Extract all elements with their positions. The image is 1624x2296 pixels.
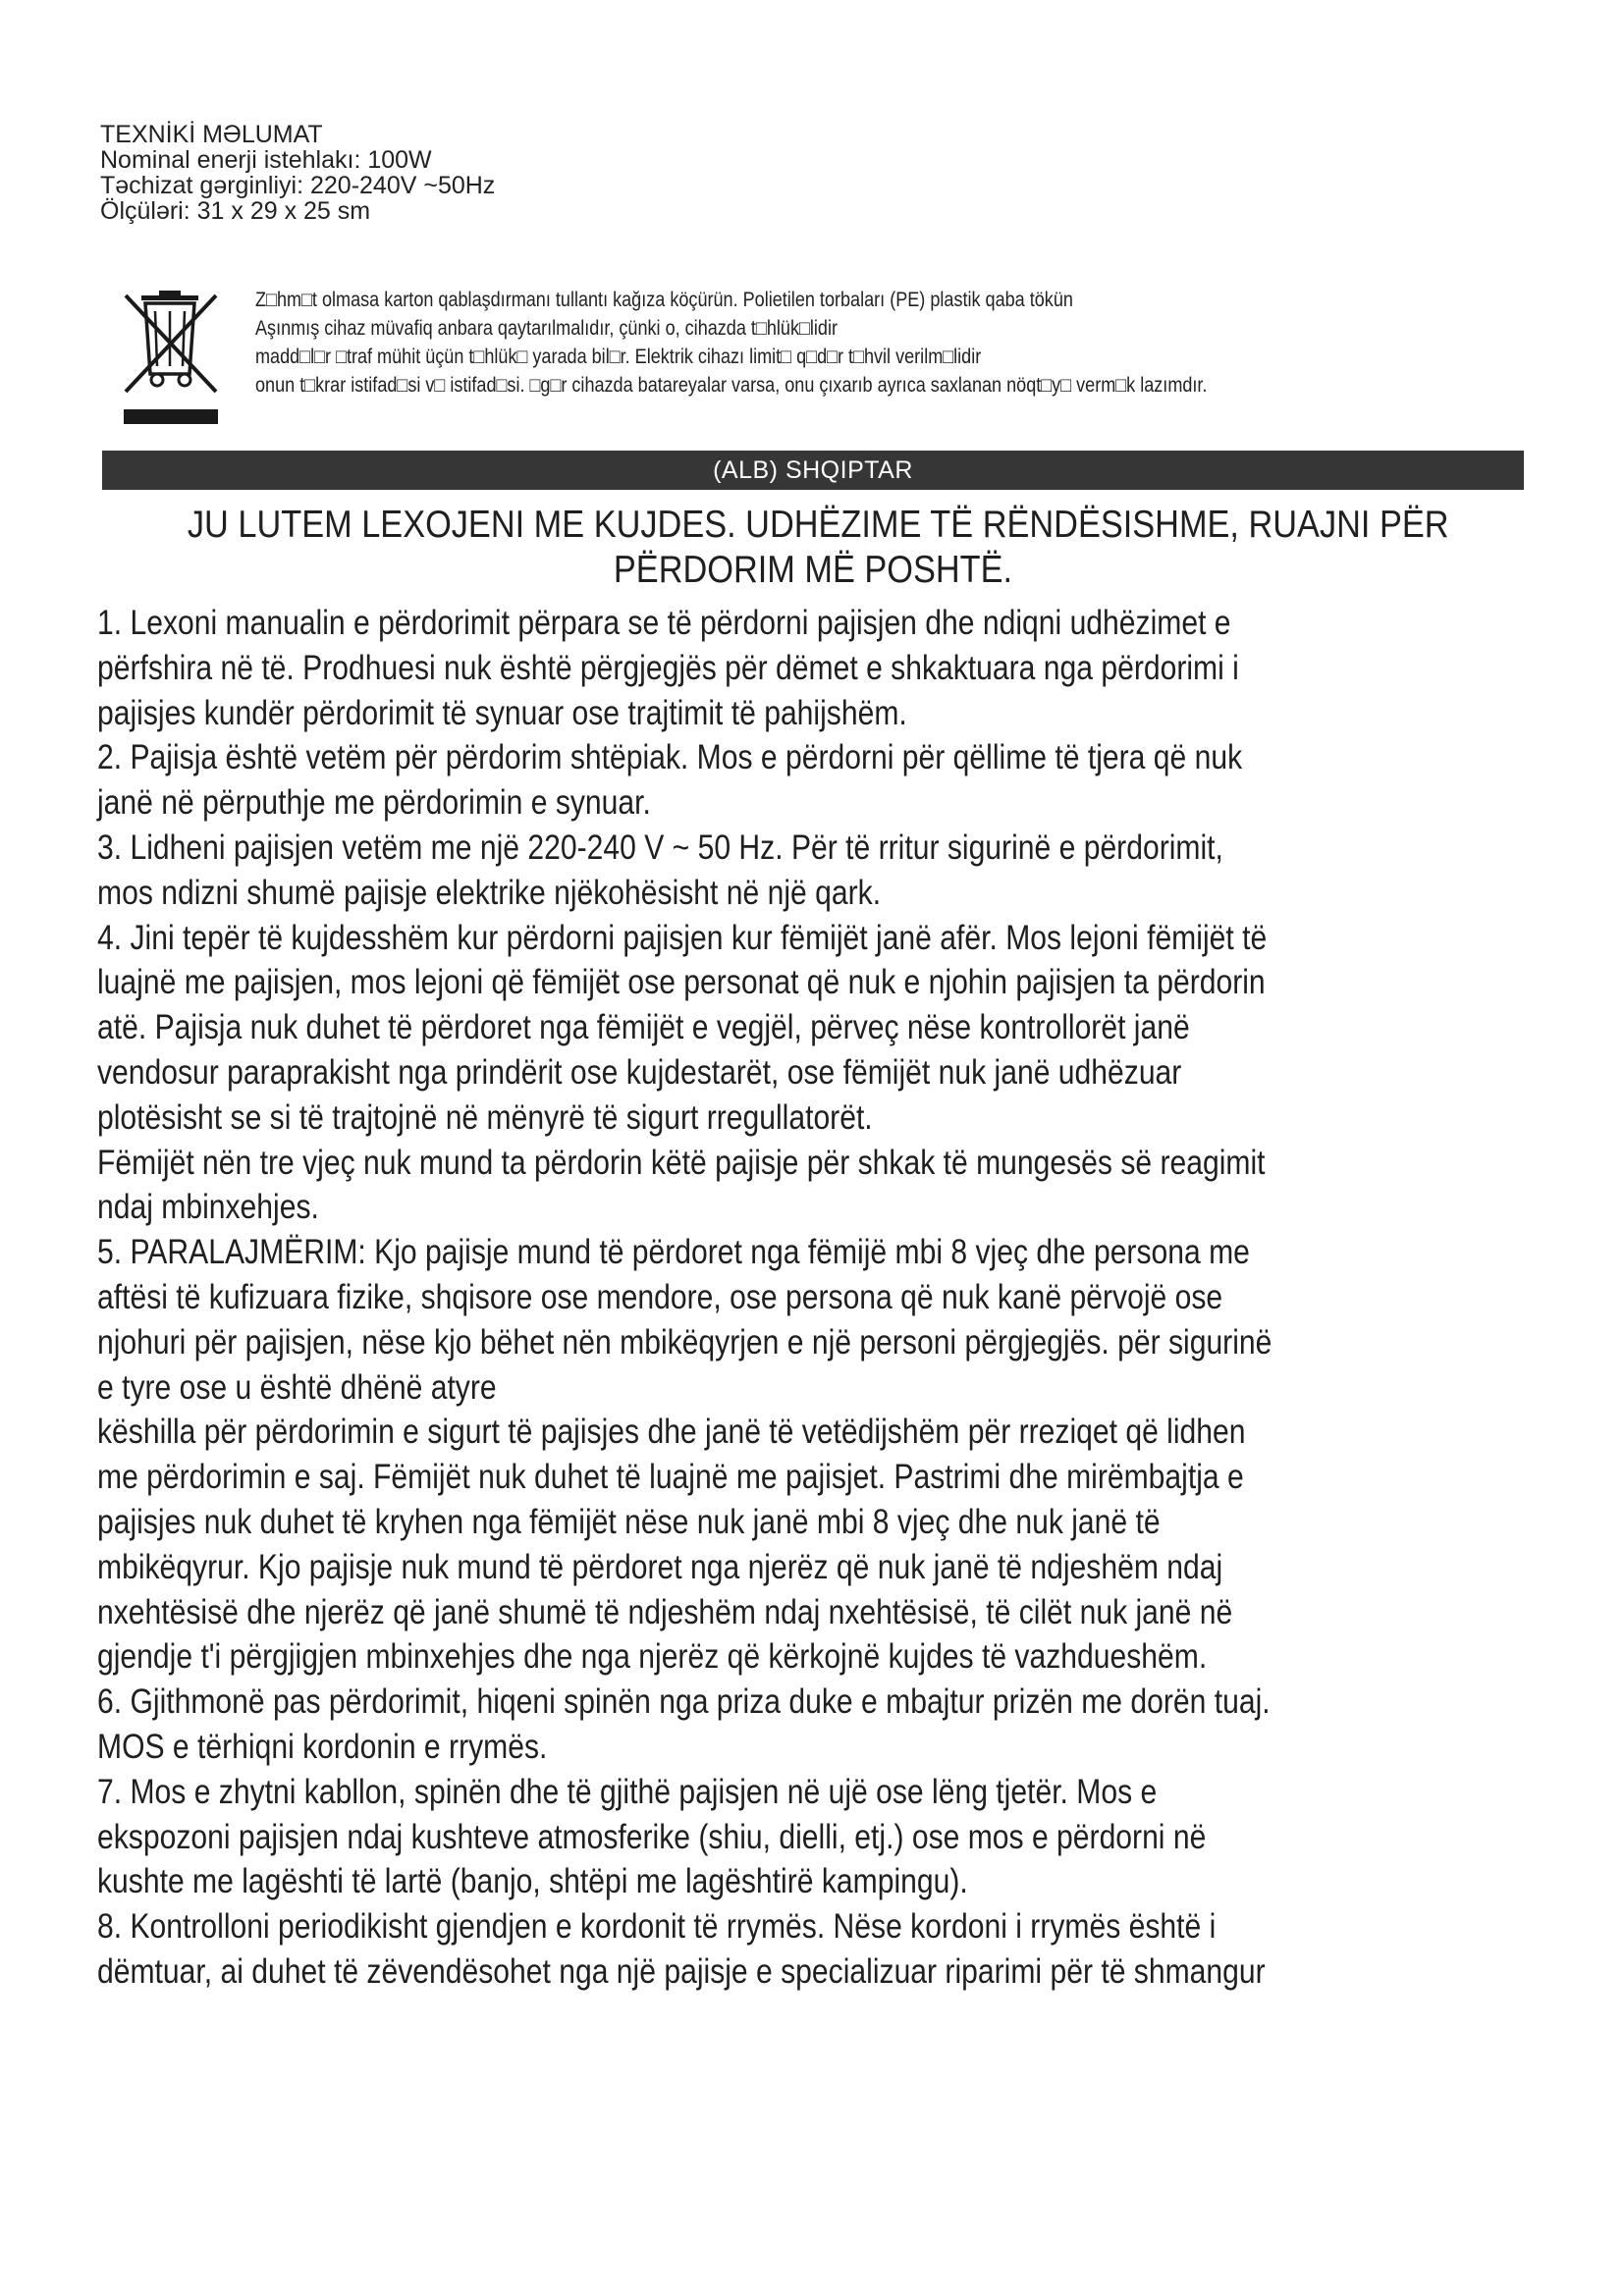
disposal-section [120,286,1504,433]
instruction-line: atë. Pajisja nuk duhet të përdoret nga fëmijët e vegjël, përveç nëse kontrollorët janë [97,1008,1190,1047]
safety-instructions [97,601,1531,1995]
instruction-line: 5. PARALAJMËRIM: Kjo pajisje mund të përdoret nga fëmijë mbi 8 vjeç dhe persona me [97,1233,1250,1272]
instruction-line: kushte me lagështi të lartë (banjo, shtëpi me lagështirë kampingu). [97,1862,968,1901]
instruction-line: janë në përputhje me përdorimin e synuar. [97,783,651,823]
instruction-line: këshilla për përdorimin e sigurt të pajisjes dhe janë të vetëdijshëm për rreziqet që lidhen [97,1413,1246,1452]
instruction-line: dëmtuar, ai duhet të zëvendësohet nga një pajisje e specializuar riparimi për të shmangur [97,1951,1266,1991]
instruction-line: aftësi të kufizuara fizike, shqisore ose mendore, ose persona që nuk kanë përvojë ose [97,1277,1223,1316]
instruction-line: ndaj mbinxehjes. [97,1188,319,1227]
technical-voltage: Təchizat gərginliyi: 220-240V ~50Hz [100,172,496,199]
instruction-line: ekspozoni pajisjen ndaj kushteve atmosferike (shiu, dielli, etj.) ose mos e përdorni në [97,1817,1207,1856]
instruction-line: gjendje t'i përgjigjen mbinxehjes dhe nga njerëz që kërkojnë kujdes të vazhdueshëm. [97,1637,1208,1677]
instruction-line: 2. Pajisja është vetëm për përdorim shtëpiak. Mos e përdorni për qëllime të tjera që nuk [97,738,1243,777]
instruction-line: përfshira në të. Prodhuesi nuk është përgjegjës për dëmet e shkaktuara nga përdorimi i [97,648,1239,687]
instruction-line: vendosur paraprakisht nga prindërit ose kujdestarët, ose fëmijët nuk janë udhëzuar [97,1052,1182,1092]
instruction-line: me përdorimin e saj. Fëmijët nuk duhet të luajnë me pajisjet. Pastrimi dhe mirëmbajtja e [97,1458,1244,1497]
instruction-line: luajnë me pajisjen, mos lejoni që fëmijët ose personat që nuk e njohin pajisjen ta përdorin [97,963,1266,1002]
heading-line: PËRDORIM MË POSHTË. [613,549,1013,591]
technical-info [100,122,495,224]
crossed-out-wheelie-bin-icon [120,290,222,429]
instruction-line: MOS e tërhiqni kordonin e rrymës. [97,1727,548,1766]
instruction-line: nxehtësisë dhe njerëz që janë shumë të ndjeshëm ndaj nxehtësisë, të cilët nuk janë në [97,1592,1233,1631]
instruction-line: 7. Mos e zhytni kabllon, spinën dhe të gjithë pajisjen në ujë ose lëng tjetër. Mos e [97,1772,1158,1811]
heading-line: JU LUTEM LEXOJENI ME KUJDES. UDHËZIME TË RËNDËSISHME, RUAJNI PËR [187,504,1449,546]
instruction-line: 4. Jini tepër të kujdesshëm kur përdorni pajisjen kur fëmijët janë afër. Mos lejoni fëmijët të [97,918,1268,957]
technical-title: TEXNİKİ MƏLUMAT [100,121,323,148]
technical-dimensions: Ölçüləri: 31 x 29 x 25 sm [100,197,371,225]
instruction-line: 6. Gjithmonë pas përdorimit, hiqeni spinën nga priza duke e mbajtur prizën me dorën tuaj. [97,1682,1271,1722]
instruction-line: e tyre ose u është dhënë atyre [97,1367,497,1407]
instruction-line: plotësisht se si të trajtojnë në mënyrë të sigurt rregullatorët. [97,1097,873,1137]
language-section-bar: (ALB) SHQIPTAR [102,451,1524,490]
disposal-text [255,286,1327,400]
instruction-line: pajisjes nuk duhet të kryhen nga fëmijët nëse nuk janë mbi 8 vjeç dhe nuk janë të [97,1502,1161,1541]
instruction-line: Fëmijët nën tre vjeç nuk mund ta përdorin këtë pajisje për shkak të mungesës së reagimit [97,1143,1266,1182]
instruction-line: njohuri për pajisjen, nëse kjo bëhet nën mbikëqyrjen e një personi përgjegjës. për sigurinë [97,1322,1272,1362]
disposal-line: Aşınmış cihaz müvafiq anbara qaytarılmalıdır, çünki o, cihazda t□hlük□lidir [255,317,838,340]
instruction-line: 3. Lidheni pajisjen vetëm me një 220-240 V ~ 50 Hz. Për të rritur sigurinë e përdorimit, [97,828,1223,867]
instruction-line: mos ndizni shumë pajisje elektrike njëkohësisht në një qark. [97,873,882,912]
instruction-line: 8. Kontrolloni periodikisht gjendjen e kordonit të rrymës. Nëse kordoni i rrymës është i [97,1907,1217,1947]
disposal-line: onun t□krar istifad□si v□ istifad□si. □g□r cihazda batareyalar varsa, onu çıxarıb ayrıca saxlanan nöqt□y□ verm□k lazımdır. [255,374,1208,397]
instruction-line: mbikëqyrur. Kjo pajisje nuk mund të përdoret nga njerëz që nuk janë të ndjeshëm ndaj [97,1547,1223,1586]
technical-power: Nominal enerji istehlakı: 100W [100,146,432,174]
instruction-line: pajisjes kundër përdorimit të synuar ose trajtimit të pahijshëm. [97,693,907,732]
disposal-line: Z□hm□t olmasa karton qablaşdırmanı tullantı kağıza köçürün. Polietilen torbaları (PE) plastik qaba tökün [255,289,1073,311]
safety-heading [102,503,1524,593]
disposal-line: madd□l□r □traf mühit üçün t□hlük□ yarada bil□r. Elektrik cihazı limit□ q□d□r t□hvil verilm□lidir [255,346,982,368]
instruction-line: 1. Lexoni manualin e përdorimit përpara se të përdorni pajisjen dhe ndiqni udhëzimet e [97,604,1231,642]
